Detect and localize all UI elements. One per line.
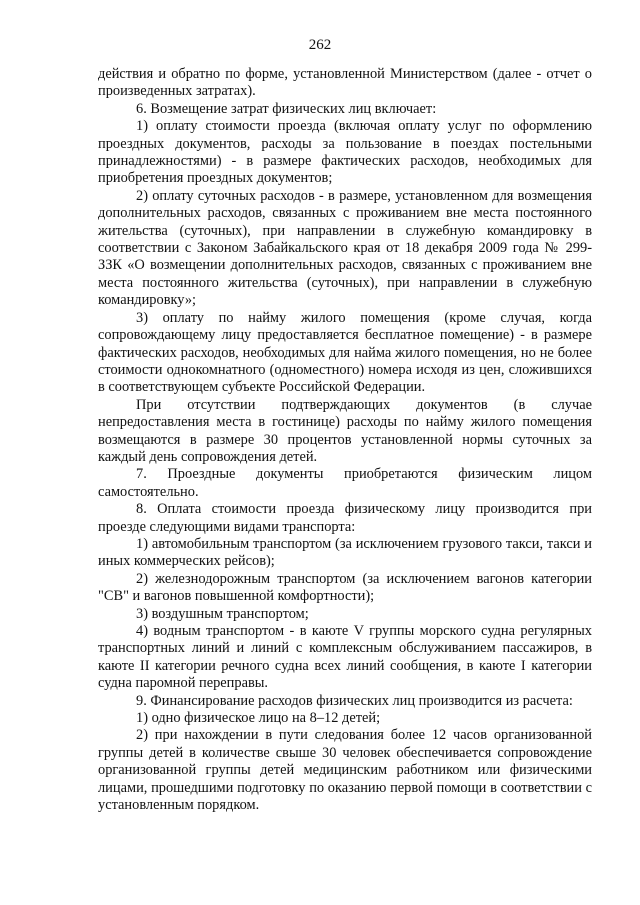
paragraph-item-8-1: 1) автомобильным транспортом (за исключением грузового такси, такси и иных коммерческих рейсов); <box>98 535 592 570</box>
paragraph-item-8-2: 2) железнодорожным транспортом (за исключением вагонов категории "СВ" и вагонов повышенной комфортности); <box>98 570 592 605</box>
paragraph-no-documents: При отсутствии подтверждающих документов (в случае непредоставления места в гостинице) расходы по найму жилого помещения возмещаются в размере 30 процентов установленной нормы суточных за каждый день сопровождения детей. <box>98 396 592 465</box>
page-number: 262 <box>308 37 332 53</box>
paragraph-item-6-1: 1) оплату стоимости проезда (включая оплату услуг по оформлению проездных документов, расходы за пользование в поездах постельными принадлежностями) - в размере фактических расходов, необходимых для приобретения проездных документов; <box>98 118 592 187</box>
paragraph-item-7: 7. Проездные документы приобретаются физическим лицом самостоятельно. <box>98 466 592 500</box>
paragraph-item-9-1: 1) одно физическое лицо на 8–12 детей; <box>136 710 381 727</box>
paragraph-item-6-2: 2) оплату суточных расходов - в размере, установленном для возмещения дополнительных расходов, связанных с проживанием вне места постоянного жительства (суточных), при направлении в служебную командировку в соответствии с Законом Забайкальского края от 18 декабря 2009 года № 299-ЗЗК «О возмещении дополнительных расходов, связанных с проживанием вне места постоянного жительства (суточных), при направлении в служебную командировку»; <box>98 187 592 309</box>
paragraph-item-6-3: 3) оплату по найму жилого помещения (кроме случая, когда сопровождающему лицу предоставляется бесплатное помещение) - в размере фактических расходов, необходимых для найма жилого помещения, но не более стоимости однокомнатного (одноместного) номера исходя из цен, сложившихся в соответствующем субъекте Российской Федерации. <box>98 309 592 396</box>
paragraph-continuation: действия и обратно по форме, установленной Министерством (далее - отчет о произведенных затратах). <box>98 66 592 100</box>
paragraph-item-9-2: 2) при нахождении в пути следования более 12 часов организованной группы детей в количестве свыше 30 человек обеспечивается сопровождение организованной группы детей медицинским работником или физическими лицами, прошедшими подготовку по оказанию первой помощи в соответствии с установленным порядком. <box>98 727 592 814</box>
document-body <box>98 66 592 814</box>
paragraph-item-6: 6. Возмещение затрат физических лиц включает: <box>136 100 437 117</box>
paragraph-item-8-4: 4) водным транспортом - в каюте V группы морского судна регулярных транспортных линий и линий с комплексным обслуживанием пассажиров, в каюте II категории речного судна всех линий сообщения, в каюте I категории судна паромной переправы. <box>98 623 592 692</box>
paragraph-item-8: 8. Оплата стоимости проезда физическому лицу производится при проезде следующими видами транспорта: <box>98 501 592 535</box>
paragraph-item-8-3: 3) воздушным транспортом; <box>136 605 309 622</box>
paragraph-item-9: 9. Финансирование расходов физических лиц производится из расчета: <box>136 692 573 709</box>
